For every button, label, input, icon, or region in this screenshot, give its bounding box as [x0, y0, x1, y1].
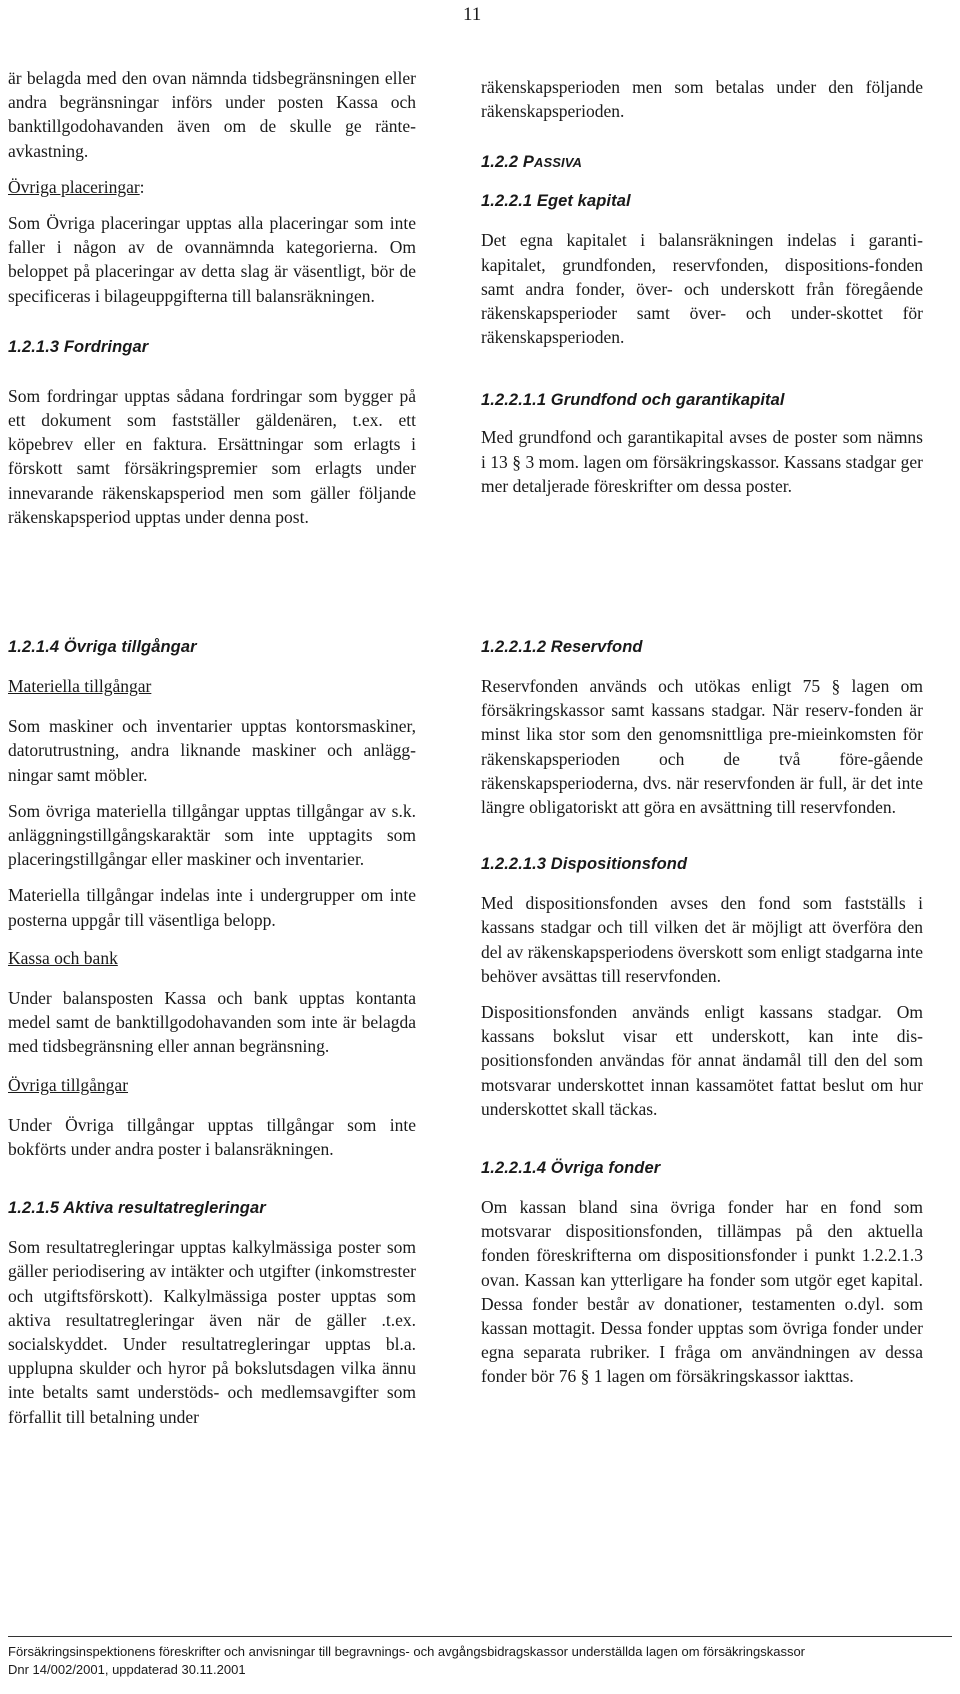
footer-reference: Dnr 14/002/2001, uppdaterad 30.11.2001 — [8, 1662, 246, 1677]
section-heading-eget-kapital: 1.2.2.1 Eget kapital — [481, 192, 631, 211]
subheading-kassa-och-bank: Kassa och bank — [8, 947, 118, 968]
paragraph: Dispositionsfonden används enligt kassans stadgar. Om kassans bokslut visar ett underskott, kan inte dis-positionsfonden användas för annat ändamål till den del som motsvarar underskottet innan kassamötet fattat beslut om hur underskottet skall täckas. — [481, 1002, 923, 1119]
paragraph: Som övriga materiella tillgångar upptas tillgångar av s.k. anläggningstillgångskaraktär som inte upptagits som placeringstillgångar eller maskiner och inventarier. — [8, 800, 416, 870]
section-heading-grundfond: 1.2.2.1.1 Grundfond och garantikapital — [481, 391, 785, 410]
page-number: 11 — [463, 4, 482, 25]
subheading-materiella: Materiella tillgångar — [8, 676, 152, 696]
paragraph: Materiella tillgångar indelas inte i undergrupper om inte posterna uppgår till väsentliga belopp. — [8, 885, 416, 930]
paragraph: Under balansposten Kassa och bank upptas kontanta medel samt de banktillgodohavanden som inte är belagda med tidsbegränsning eller annan begränsning. — [8, 988, 416, 1057]
paragraph: Som maskiner och inventarier upptas kontorsmaskiner, datorutrustning, andra liknande maskiner och anlägg-ningar samt möbler. — [8, 716, 416, 785]
section-heading-dispositionsfond: 1.2.2.1.3 Dispositionsfond — [481, 855, 688, 874]
subheading-ovriga-tillgangar: Övriga tillgångar — [8, 1074, 129, 1095]
section-heading-reservfond: 1.2.2.1.2 Reservfond — [481, 638, 643, 656]
top-left-column — [8, 66, 416, 529]
section-heading-ovriga-fonder: 1.2.2.1.4 Övriga fonder — [481, 1159, 661, 1178]
subheading-ovriga-placeringar: Övriga placeringar: — [8, 176, 145, 197]
section-heading-aktiva-resultatregleringar: 1.2.1.5 Aktiva resultatregleringar — [8, 1199, 266, 1218]
paragraph: Reservfonden används och utökas enligt 75 § lagen om försäkringskassor samt kassans stadgar. När reserv-fonden är minst lika stor som den genomsnittliga pre-mieinkomsten för räkenskapsperioden och de två före-gående räkenskapsperioderna, dvs. när reservfonden är full, är det inte längre obligatoriskt att göra en avsättning till reservfonden. — [481, 676, 923, 818]
paragraph: Med dispositionsfonden avses den fond som fastställs i kassans stadgar och till vilken det är möjligt att överföra den del av räkenskapsperiodens överskott som enligt stadgarna inte behöver avsättas till reservfonden. — [481, 893, 923, 986]
paragraph: Som resultatregleringar upptas kalkylmässiga poster som gäller periodisering av intäkter och utgifter (inkomstrester och utgiftsförskott). Kalkylmässiga poster upptas som aktiva resultatregleringar även när de gäller .t.ex. socialskyddet. Under resultatregleringar upptas bl.a. upplupna skulder och hyror på bokslutsdagen vilka ännu inte betalts samt understöds- och medlemsavgifter som förfallit till betalning under — [8, 1237, 416, 1427]
bottom-left-column — [8, 636, 416, 1429]
bottom-right-column — [481, 636, 923, 1389]
top-right-column — [481, 75, 923, 498]
footer-title: Försäkringsinspektionens föreskrifter och anvisningar till begravnings- och avgångsbidragskassor underställda lagen om försäkringskassor — [8, 1644, 806, 1659]
paragraph: räkenskapsperioden men som betalas under den följande räkenskapsperioden. — [481, 77, 923, 122]
paragraph: Som Övriga placeringar upptas alla placeringar som inte faller i någon av de ovannämnda kategorierna. Om beloppet på placeringar av detta slag är väsentligt, bör de specificeras i bilageuppgifterna till balansräkningen. — [8, 213, 416, 306]
section-heading-passiva: 1.2.2 PASSIVA — [481, 153, 583, 172]
paragraph: Med grundfond och garantikapital avses de poster som nämns i 13 § 3 mom. lagen om försäkringskassor. Kassans stadgar ger mer detaljerade föreskrifter om dessa poster. — [481, 427, 923, 496]
page-footer — [8, 1636, 952, 1679]
section-heading-fordringar: 1.2.1.3 Fordringar — [8, 337, 149, 356]
paragraph: Som fordringar upptas sådana fordringar som bygger på ett dokument som fastställer gäldenären, t.ex. ett köpebrev eller en faktura. Ersättningar som erlagts i förskott samt försäkringspremier som erlagts under innevarande räkenskapsperiod men som gäller följande räkenskapsperiod upptas under denna post. — [8, 385, 416, 527]
paragraph: är belagda med den ovan nämnda tidsbegränsningen eller andra begränsningar införs under posten Kassa och banktillgodohavanden även om de skulle ge ränte-avkastning. — [8, 68, 416, 161]
paragraph: Det egna kapitalet i balansräkningen indelas i garanti-kapitalet, grundfonden, reservfonden, dispositions-fonden samt andra fonder, över- och underskott från föregående räkenskapsperioder samt över- och under-skottet för räkenskapsperioden. — [481, 230, 923, 348]
section-heading-ovriga-tillgangar: 1.2.1.4 Övriga tillgångar — [8, 638, 197, 656]
paragraph: Om kassan bland sina övriga fonder har en fond som motsvarar dispositionsfonden, tillämpas på den aktuella fonden föreskrifterna om dispositionsfonder i punkt 1.2.2.1.3 ovan. Kassan kan ytterligare ha fonder som utgör eget kapital. Dessa fonder består av donationer, testamenten o.dyl. som kassan mottagit. Dessa fonder upptas som övriga fonder under egna separata rubriker. I fråga om användningen av dessa fonder bör 76 § 1 lagen om försäkringskassor iakttas. — [481, 1197, 923, 1387]
paragraph: Under Övriga tillgångar upptas tillgångar som inte bokförts under andra poster i balansräkningen. — [8, 1114, 416, 1160]
